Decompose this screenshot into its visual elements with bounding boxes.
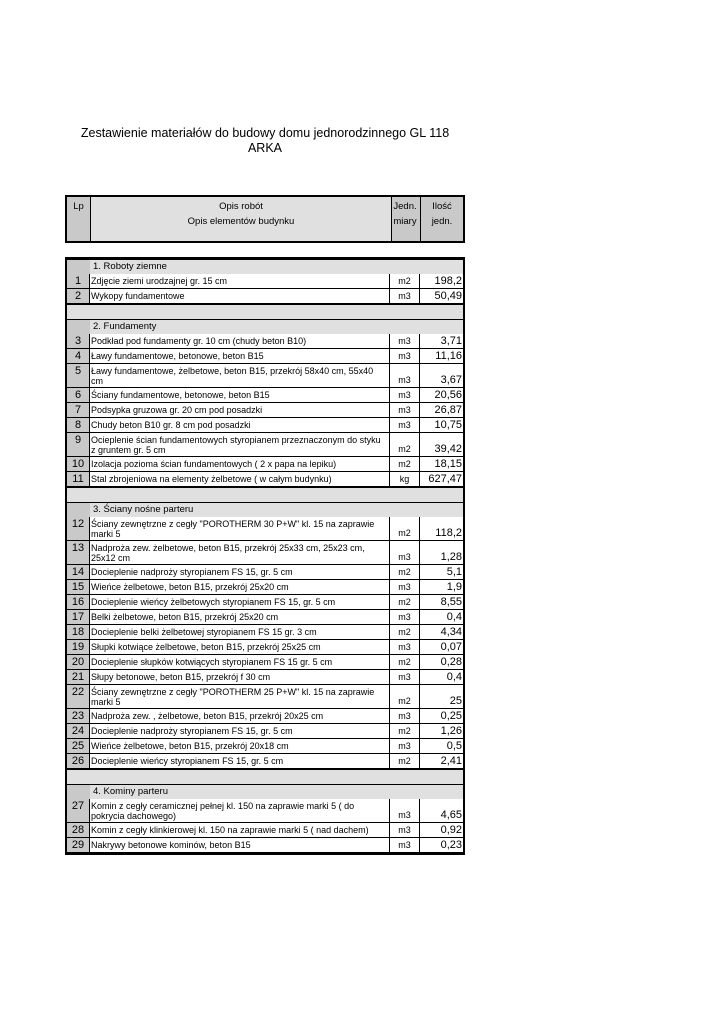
row-quantity: 0,4	[446, 611, 462, 623]
row-number: 8	[67, 418, 90, 432]
row-unit: m2	[390, 655, 420, 669]
document-title	[60, 126, 470, 156]
row-description: Nakrywy betonowe kominów, beton B15	[90, 838, 390, 852]
table-row	[67, 739, 463, 754]
row-unit: m3	[390, 640, 420, 654]
section-title: 3. Ściany nośne parteru	[90, 503, 463, 517]
section-header	[67, 785, 463, 799]
row-description: Docieplenie nadproży styropianem FS 15, gr. 5 cm	[90, 565, 390, 579]
row-unit: m3	[390, 388, 420, 402]
table-row	[67, 274, 463, 289]
header-ilosc-line-2: jedn.	[431, 216, 453, 227]
table-row	[67, 418, 463, 433]
header-jedn	[390, 197, 420, 241]
table-row	[67, 334, 463, 349]
row-number: 22	[67, 685, 90, 708]
header-opis	[90, 197, 392, 241]
row-quantity: 10,75	[434, 419, 462, 431]
row-unit: m2	[390, 685, 420, 708]
table-row	[67, 610, 463, 625]
row-unit: m3	[390, 334, 420, 348]
row-unit: m3	[390, 580, 420, 594]
row-number: 23	[67, 709, 90, 723]
row-unit: m3	[390, 364, 420, 387]
table-row	[67, 541, 463, 565]
table-row	[67, 640, 463, 655]
row-unit: m3	[390, 823, 420, 837]
row-unit: m3	[390, 418, 420, 432]
row-quantity: 0,92	[440, 824, 462, 836]
header-jedn-line-1: Jedn.	[393, 201, 417, 212]
table-row	[67, 580, 463, 595]
row-quantity: 3,71	[440, 335, 462, 347]
table-row	[67, 349, 463, 364]
section-title: 1. Roboty ziemne	[90, 260, 463, 274]
row-description: Ściany fundamentowe, betonowe, beton B15	[90, 388, 390, 402]
section-separator	[67, 769, 463, 785]
section-separator	[67, 487, 463, 503]
header-lp: Lp	[73, 201, 84, 212]
header-jedn-line-2: miary	[393, 216, 417, 227]
row-description: Słupy betonowe, beton B15, przekrój f 30 cm	[90, 670, 390, 684]
table-row	[67, 754, 463, 769]
section-header	[67, 503, 463, 517]
row-unit: m3	[390, 799, 420, 822]
title-line-2: ARKA	[247, 141, 283, 155]
table-row	[67, 670, 463, 685]
row-number: 19	[67, 640, 90, 654]
row-quantity: 1,26	[440, 725, 462, 737]
section-header	[67, 260, 463, 274]
row-description: Komin z cegły ceramicznej pełnej kl. 150 na zaprawie marki 5 ( do pokrycia dachowego)	[90, 799, 390, 822]
row-description: Docieplenie nadproży styropianem FS 15, gr. 5 cm	[90, 724, 390, 738]
row-quantity: 0,28	[440, 656, 462, 668]
row-number: 28	[67, 823, 90, 837]
section-title: 2. Fundamenty	[90, 320, 463, 334]
row-unit: m2	[390, 517, 420, 540]
row-unit: m2	[390, 595, 420, 609]
row-number: 29	[67, 838, 90, 852]
row-number: 18	[67, 625, 90, 639]
row-quantity: 8,55	[440, 596, 462, 608]
row-unit: m2	[390, 274, 420, 288]
row-quantity: 198,2	[434, 275, 462, 287]
table-row	[67, 565, 463, 580]
row-description: Docieplenie wieńcy żelbetowych styropianem FS 15, gr. 5 cm	[90, 595, 390, 609]
table-row	[67, 724, 463, 739]
row-unit: m2	[390, 724, 420, 738]
row-description: Ściany zewnętrzne z cegły "POROTHERM 25 P+W" kl. 15 na zaprawie marki 5	[90, 685, 390, 708]
row-description: Docieplenie belki żelbetowej styropianem FS 15 gr. 3 cm	[90, 625, 390, 639]
row-unit: m3	[390, 838, 420, 852]
row-unit: m3	[390, 739, 420, 753]
row-quantity: 11,16	[435, 350, 462, 362]
row-unit: m3	[390, 670, 420, 684]
materials-table	[65, 257, 465, 855]
table-row	[67, 838, 463, 853]
row-number: 14	[67, 565, 90, 579]
row-unit: m3	[390, 403, 420, 417]
row-description: Wieńce żelbetowe, beton B15, przekrój 20x18 cm	[90, 739, 390, 753]
row-quantity: 39,42	[434, 443, 462, 455]
row-number: 4	[67, 349, 90, 363]
row-number: 10	[67, 457, 90, 471]
table-row	[67, 595, 463, 610]
row-unit: m3	[390, 289, 420, 303]
row-description: Podkład pod fundamenty gr. 10 cm (chudy beton B10)	[90, 334, 390, 348]
row-number: 9	[67, 433, 90, 456]
row-unit: m3	[390, 541, 420, 564]
row-description: Nadproża zew. żelbetowe, beton B15, przekrój 25x33 cm, 25x23 cm, 25x12 cm	[90, 541, 390, 564]
row-number: 5	[67, 364, 90, 387]
row-quantity: 0,5	[446, 740, 462, 752]
row-number: 21	[67, 670, 90, 684]
row-description: Docieplenie słupków kotwiących styropianem FS 15 gr. 5 cm	[90, 655, 390, 669]
row-description: Słupki kotwiące żelbetowe, beton B15, przekrój 25x25 cm	[90, 640, 390, 654]
section-separator	[67, 304, 463, 320]
row-description: Wykopy fundamentowe	[90, 289, 390, 303]
header-opis-line-1: Opis robót	[219, 201, 263, 212]
table-row	[67, 364, 463, 388]
row-number: 13	[67, 541, 90, 564]
row-description: Zdjęcie ziemi urodzajnej gr. 15 cm	[90, 274, 390, 288]
row-unit: kg	[390, 472, 420, 486]
table-row	[67, 709, 463, 724]
row-quantity: 4,34	[440, 626, 462, 638]
row-number: 17	[67, 610, 90, 624]
row-description: Ocieplenie ścian fundamentowych styropianem przeznaczonym do styku z gruntem gr. 5 cm	[90, 433, 390, 456]
row-description: Komin z cegły klinkierowej kl. 150 na zaprawie marki 5 ( nad dachem)	[90, 823, 390, 837]
table-row	[67, 388, 463, 403]
row-description: Stal zbrojeniowa na elementy żelbetowe ( w całym budynku)	[90, 472, 390, 486]
row-unit: m2	[390, 625, 420, 639]
row-number: 24	[67, 724, 90, 738]
row-quantity: 0,07	[440, 641, 462, 653]
table-row	[67, 685, 463, 709]
row-number: 1	[67, 274, 90, 288]
row-unit: m3	[390, 349, 420, 363]
section-title: 4. Kominy parteru	[90, 785, 463, 799]
table-row	[67, 823, 463, 838]
row-description: Chudy beton B10 gr. 8 cm pod posadzki	[90, 418, 390, 432]
row-quantity: 118,2	[435, 527, 462, 539]
row-quantity: 50,49	[434, 290, 462, 302]
row-number: 2	[67, 289, 90, 303]
row-description: Ściany zewnętrzne z cegły "POROTHERM 30 P+W" kl. 15 na zaprawie marki 5	[90, 517, 390, 540]
row-unit: m3	[390, 709, 420, 723]
row-number: 11	[67, 472, 90, 486]
row-quantity: 2,41	[440, 755, 462, 767]
row-quantity: 5,1	[446, 566, 462, 578]
row-number: 6	[67, 388, 90, 402]
row-unit: m2	[390, 754, 420, 768]
title-line-1: Zestawienie materiałów do budowy domu jednorodzinnego GL 118	[80, 126, 450, 140]
table-row	[67, 625, 463, 640]
row-quantity: 26,87	[434, 404, 462, 416]
table-row	[67, 289, 463, 304]
table-row	[67, 472, 463, 487]
header-opis-line-2: Opis elementów budynku	[187, 216, 295, 227]
row-unit: m2	[390, 565, 420, 579]
row-unit: m2	[390, 433, 420, 456]
row-quantity: 18,15	[434, 458, 462, 470]
row-description: Podsypka gruzowa gr. 20 cm pod posadzki	[90, 403, 390, 417]
table-row	[67, 655, 463, 670]
row-quantity: 0,23	[440, 839, 462, 851]
row-number: 15	[67, 580, 90, 594]
row-number: 26	[67, 754, 90, 768]
row-quantity: 25	[449, 695, 462, 707]
row-number: 20	[67, 655, 90, 669]
row-number: 7	[67, 403, 90, 417]
row-quantity: 0,4	[446, 671, 462, 683]
header-ilosc-line-1: Ilość	[432, 201, 452, 212]
row-quantity: 20,56	[434, 389, 462, 401]
row-description: Ławy fundamentowe, betonowe, beton B15	[90, 349, 390, 363]
row-unit: m3	[390, 610, 420, 624]
header-ilosc	[420, 197, 463, 241]
row-quantity: 1,9	[446, 581, 462, 593]
row-description: Ławy fundamentowe, żelbetowe, beton B15, przekrój 58x40 cm, 55x40 cm	[90, 364, 390, 387]
section-header	[67, 320, 463, 334]
row-description: Nadproża zew. , żelbetowe, beton B15, przekrój 20x25 cm	[90, 709, 390, 723]
row-number: 27	[67, 799, 90, 822]
row-description: Izolacja pozioma ścian fundamentowych ( 2 x papa na lepiku)	[90, 457, 390, 471]
row-number: 3	[67, 334, 90, 348]
row-quantity: 0,25	[440, 710, 462, 722]
table-row	[67, 799, 463, 823]
table-row	[67, 403, 463, 418]
row-quantity: 627,47	[428, 473, 462, 485]
row-description: Docieplenie wieńcy styropianem FS 15, gr. 5 cm	[90, 754, 390, 768]
row-unit: m2	[390, 457, 420, 471]
row-quantity: 4,65	[440, 809, 462, 821]
row-number: 25	[67, 739, 90, 753]
table-row	[67, 433, 463, 457]
row-quantity: 1,28	[440, 551, 462, 563]
table-row	[67, 457, 463, 472]
table-header	[65, 195, 465, 243]
row-quantity: 3,67	[440, 374, 462, 386]
row-description: Wieńce żelbetowe, beton B15, przekrój 25x20 cm	[90, 580, 390, 594]
table-row	[67, 517, 463, 541]
row-number: 16	[67, 595, 90, 609]
row-number: 12	[67, 517, 90, 540]
row-description: Belki żelbetowe, beton B15, przekrój 25x20 cm	[90, 610, 390, 624]
